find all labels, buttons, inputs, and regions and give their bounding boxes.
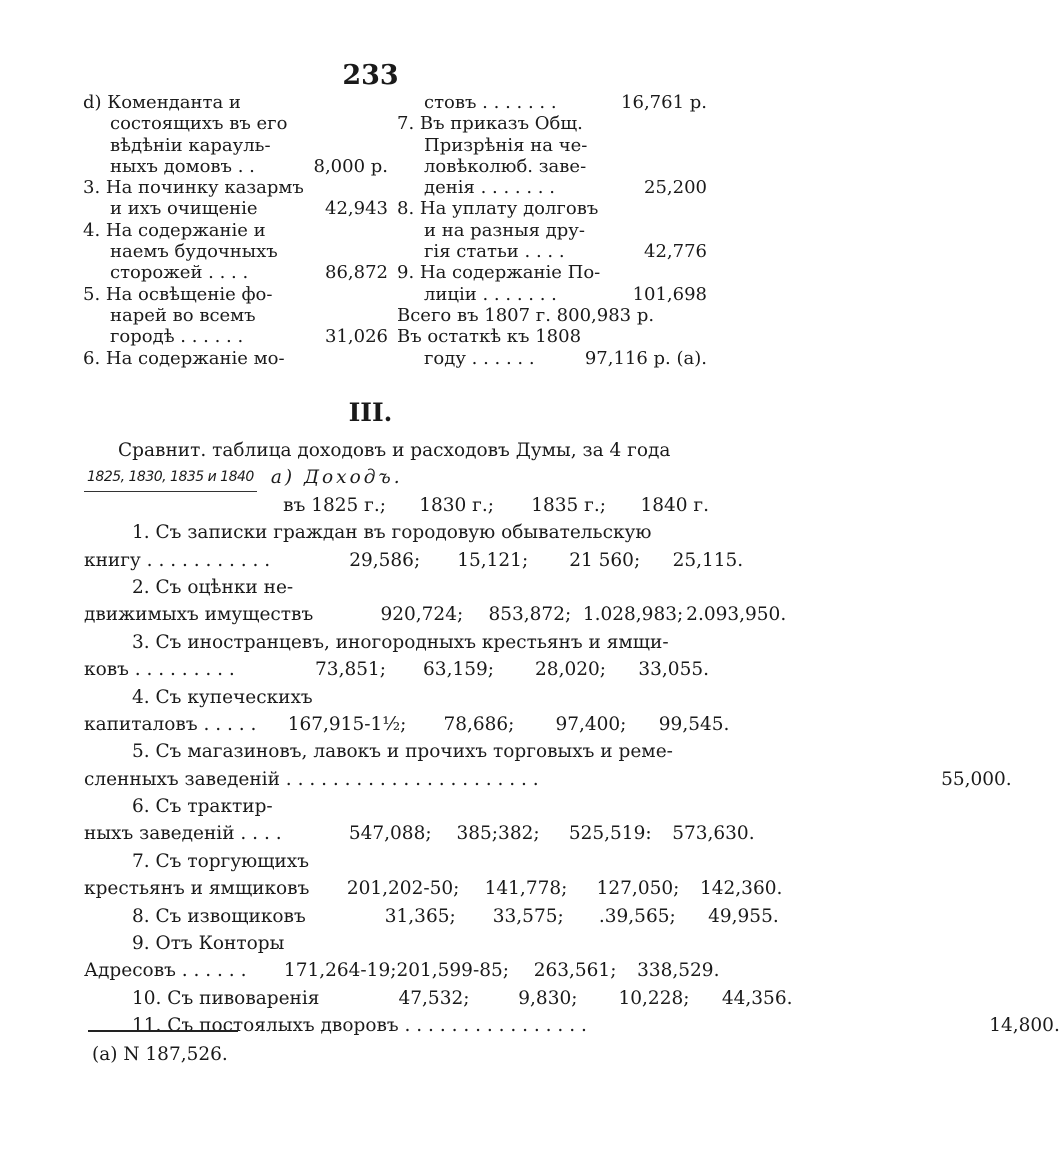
column-line: 9. На содержаніе По- — [397, 262, 601, 284]
row-value: 99,545. — [658, 713, 730, 735]
row-value: 167,915-1½; — [287, 713, 407, 735]
line-amount: 86,872 — [325, 262, 388, 284]
row-values — [282, 820, 755, 847]
row-values — [246, 957, 719, 984]
row-value — [689, 766, 797, 793]
row-label-line: 3. Съ иностранцевъ, иногородныхъ крестьянъ и ямщи- — [132, 631, 669, 653]
line-text: и ихъ очищеніе — [110, 198, 258, 220]
row-label: капиталовъ . . . . . — [84, 713, 257, 735]
table-row — [84, 875, 783, 902]
line-amount: 42,943 — [325, 198, 388, 220]
table-row — [84, 985, 793, 1012]
row-label: 10. Съ пивоваренія — [132, 987, 320, 1009]
right-column — [397, 92, 707, 369]
header-year: 1830 г.; — [419, 494, 494, 516]
column-line: нарей во всемъ — [110, 304, 256, 326]
page-number: 233 — [342, 60, 399, 91]
row-label: ныхъ заведеній . . . . — [84, 823, 282, 845]
row-value: 44,356. — [721, 987, 793, 1009]
header-year: 1840 г. — [640, 494, 709, 516]
column-line: 8. На уплату долговъ — [397, 198, 599, 220]
line-amount: 25,200 — [644, 177, 707, 199]
line-text: гія статьи . . . . — [424, 241, 565, 263]
row-value: 73,851; — [315, 659, 386, 681]
footnote-divider — [88, 1030, 238, 1032]
header-years-values — [236, 492, 709, 519]
row-value — [845, 1012, 957, 1039]
section-heading: III. — [348, 398, 393, 427]
column-line: и на разныя дру- — [424, 219, 585, 241]
handwritten-years: 1825, 1830, 1835 и 1840 — [84, 464, 257, 492]
column-line: наемъ будочныхъ — [110, 241, 278, 263]
footnote: (а) N 187,526. — [92, 1044, 228, 1065]
row-value: 55,000. — [941, 768, 1012, 790]
column-line — [397, 177, 707, 198]
column-line: 4. На содержаніе и — [83, 219, 266, 241]
column-line — [397, 92, 707, 113]
row-value: 141,778; — [484, 878, 568, 900]
row-values — [256, 711, 729, 738]
row-values — [539, 766, 1012, 793]
row-label: 8. Съ извощиковъ — [132, 905, 306, 927]
row-value: 47,532; — [398, 987, 470, 1009]
header-year: въ 1825 г.; — [283, 494, 386, 516]
row-value: 10,228; — [618, 987, 690, 1009]
table-row — [84, 903, 779, 930]
column-line: вѣдѣніи карауль- — [110, 134, 271, 156]
column-line — [83, 156, 388, 177]
column-line: 5. На освѣщеніе фо- — [83, 283, 273, 305]
column-line — [397, 348, 707, 369]
row-value: 127,050; — [596, 878, 680, 900]
row-value: 49,955. — [708, 905, 779, 927]
line-amount: 31,026 — [325, 326, 388, 348]
line-amount: 42,776 — [644, 241, 707, 263]
column-line: d) Коменданта и — [83, 92, 241, 113]
table-rows — [84, 519, 1060, 1039]
row-value: 14,800. — [989, 1015, 1060, 1037]
row-label: книгу . . . . . . . . . . . — [84, 549, 271, 571]
row-value: 573,630. — [672, 823, 755, 845]
row-label-line: 6. Съ трактир- — [132, 796, 273, 818]
line-text: лиціи . . . . . . . — [424, 283, 557, 305]
table-row — [84, 656, 709, 683]
table-row — [84, 957, 720, 984]
row-value: 28,020; — [535, 659, 606, 681]
header-year: 1835 г.; — [531, 494, 606, 516]
table-row — [84, 820, 755, 847]
column-line — [397, 284, 707, 305]
row-label-line: 4. Съ купеческихъ — [132, 686, 313, 708]
line-text: ныхъ домовъ . . — [110, 155, 255, 177]
line-text: сторожей . . . . — [110, 262, 249, 284]
row-value: 201,599-85; — [396, 960, 509, 982]
table-row — [84, 547, 744, 574]
row-value: 63,159; — [423, 659, 494, 681]
row-values — [309, 875, 782, 902]
row-value: 9,830; — [518, 987, 578, 1009]
line-amount: 97,116 р. (а). — [584, 347, 707, 369]
line-text: стовъ . . . . . . . — [424, 92, 557, 113]
row-value: 1.028,983; — [582, 604, 684, 626]
line-text: 3. На починку казармъ — [83, 177, 304, 199]
row-label: движимыхъ имуществъ — [84, 604, 314, 626]
table-subtitle: а) Доходъ. — [270, 467, 403, 489]
line-text: денія . . . . . . . — [424, 177, 555, 199]
row-value: 142,360. — [699, 878, 783, 900]
row-values — [270, 547, 743, 574]
row-values — [319, 985, 792, 1012]
row-value: 525,519: — [568, 823, 652, 845]
column-line — [397, 241, 707, 262]
row-label-line: 5. Съ магазиновъ, лавокъ и прочихъ торговыхъ и реме- — [132, 741, 673, 763]
row-value: 263,561; — [533, 960, 617, 982]
row-value — [797, 766, 909, 793]
line-amount: 16,761 р. — [621, 92, 707, 113]
row-value — [737, 1012, 845, 1039]
column-line: Всего въ 1807 г. 800,983 р. — [397, 304, 655, 326]
row-value: 78,686; — [443, 713, 515, 735]
row-value: 31,365; — [384, 905, 456, 927]
column-line — [83, 262, 388, 283]
row-value: 25,115. — [672, 549, 744, 571]
row-values — [313, 601, 786, 628]
row-value — [539, 766, 689, 793]
header-years — [84, 492, 709, 519]
line-amount: 101,698 — [632, 283, 707, 305]
column-line — [83, 177, 388, 198]
line-amount: 8,000 р. — [313, 155, 388, 177]
row-label: ковъ . . . . . . . . . — [84, 659, 235, 681]
table-title: Сравнит. таблица доходовъ и расходовъ Думы, за 4 года — [118, 440, 671, 461]
row-label: Адресовъ . . . . . . — [84, 960, 247, 982]
table-row — [84, 601, 787, 628]
table-row — [84, 1012, 1060, 1039]
comparison-table — [84, 437, 1060, 1040]
row-label-line: 9. Отъ Конторы — [132, 933, 285, 955]
row-value — [587, 1012, 737, 1039]
row-label-line: 7. Съ торгующихъ — [132, 850, 309, 872]
table-row — [84, 766, 1012, 793]
row-value: 920,724; — [380, 604, 464, 626]
row-label-line: 2. Съ оцѣнки не- — [132, 576, 294, 598]
row-values — [587, 1012, 1060, 1039]
left-column — [83, 92, 388, 369]
row-value: .39,565; — [598, 905, 676, 927]
line-text: году . . . . . . — [424, 347, 535, 369]
row-value: 201,202-50; — [346, 878, 460, 900]
row-label: крестьянъ и ямщиковъ — [84, 878, 310, 900]
row-value: 385;382; — [456, 823, 540, 845]
row-values — [236, 656, 709, 683]
column-line — [83, 198, 388, 219]
row-value: 547,088; — [348, 823, 432, 845]
row-value: 15,121; — [457, 549, 529, 571]
row-value: 33,575; — [492, 905, 564, 927]
row-value: 2.093,950. — [686, 604, 787, 626]
row-value: 853,872; — [488, 604, 572, 626]
line-text: городѣ . . . . . . — [110, 326, 244, 348]
row-value: 338,529. — [637, 960, 720, 982]
row-value: 21 560; — [569, 549, 641, 571]
row-label: сленныхъ заведеній . . . . . . . . . . . . . . . . . . . . . . — [84, 768, 539, 790]
column-line: 7. Въ приказъ Общ. — [397, 113, 583, 135]
row-values — [306, 903, 779, 930]
row-value: 33,055. — [638, 659, 709, 681]
column-line: Призрѣнія на че- — [424, 134, 588, 156]
column-line: Въ остаткѣ къ 1808 — [397, 326, 582, 348]
row-label-line: 1. Съ записки граждан въ городовую обывательскую — [132, 522, 652, 544]
table-row — [84, 711, 730, 738]
row-label: 11. Съ постоялыхъ дворовъ . . . . . . . . . . . . . . . . — [132, 1015, 587, 1037]
column-line: 6. На содержаніе мо- — [83, 347, 285, 369]
row-value: 97,400; — [555, 713, 627, 735]
row-value: 29,586; — [349, 549, 421, 571]
column-line: состоящихъ въ его — [110, 113, 288, 135]
column-line: ловѣколюб. заве- — [424, 155, 587, 177]
row-value: 171,264-19; — [283, 960, 397, 982]
column-line — [83, 326, 388, 347]
